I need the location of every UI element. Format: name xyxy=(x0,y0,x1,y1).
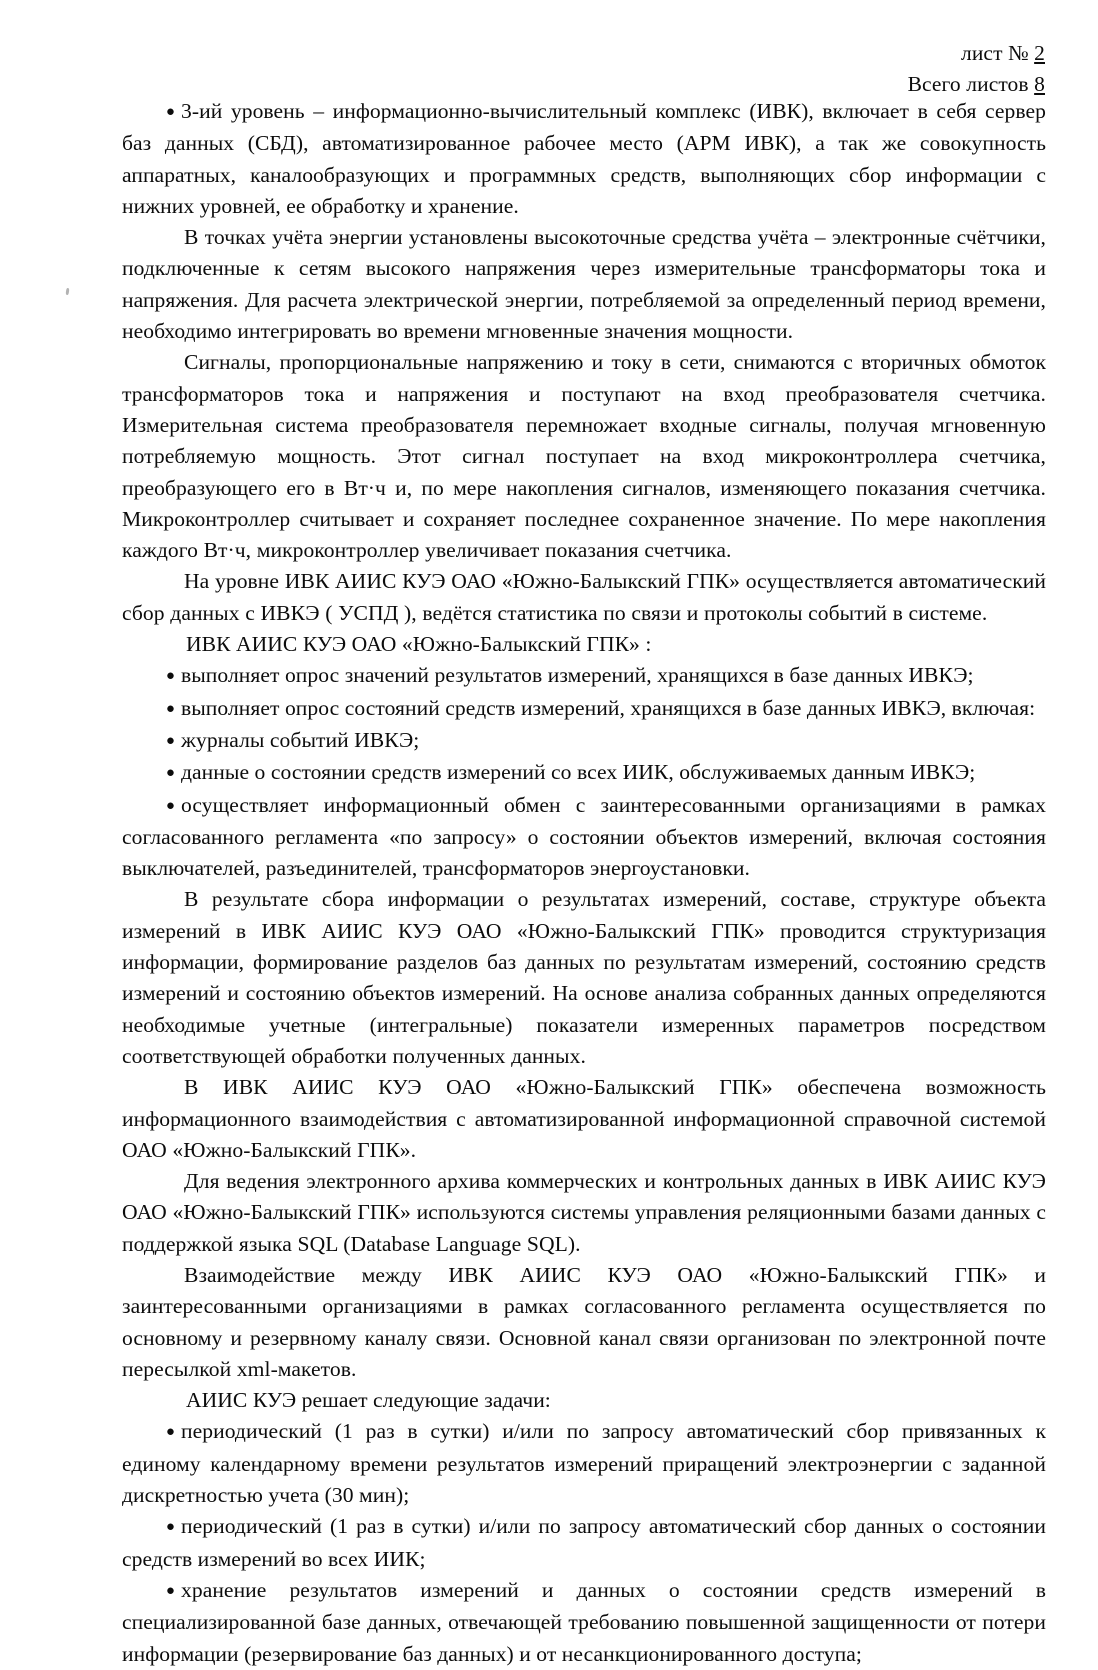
sheet-number-line xyxy=(908,38,1045,69)
total-sheets-label: Всего листов xyxy=(907,72,1035,96)
para-electronic-archive: Для ведения электронного архива коммерческих и контрольных данных в ИВК АИИС КУЭ ОАО «Южно-Балыкский ГПК» используются системы управления реляционными базами данных с поддержкой языка SQL (Database Language SQL). xyxy=(122,1169,1046,1256)
sheet-number: 2 xyxy=(1034,41,1045,65)
bullet-marker xyxy=(122,757,181,789)
scan-artifact-speck xyxy=(66,288,70,295)
bullet-marker xyxy=(122,1511,181,1543)
bullet-text: 3-ий уровень – информационно-вычислительный комплекс (ИВК), включает в себя сервер баз данных (СБД), автоматизированное рабочее место (АРМ ИВК), а так же совокупность аппаратных, каналообразующих и программных средств, выполняющих сбор информации с нижних уровней, ее обработку и хранение. xyxy=(122,99,1046,218)
para-interaction-reference-system: В ИВК АИИС КУЭ ОАО «Южно-Балыкский ГПК» обеспечена возможность информационного взаимодействия с автоматизированной информационной справочной системой ОАО «Южно-Балыкский ГПК». xyxy=(122,1075,1046,1162)
para-tasks-intro: АИИС КУЭ решает следующие задачи: xyxy=(186,1388,551,1413)
bullet-event-logs xyxy=(122,725,1046,757)
bullet-dot-icon: ● xyxy=(165,1582,175,1599)
bullet-text: данные о состоянии средств измерений со всех ИИК, обслуживаемых данным ИВКЭ; xyxy=(181,760,976,785)
bullet-dot-icon: ● xyxy=(165,797,175,814)
bullet-text: выполняет опрос состояний средств измерений, хранящихся в базе данных ИВКЭ, включая: xyxy=(181,695,1036,720)
bullet-poll-states xyxy=(122,693,1046,725)
bullet-periodic-collection xyxy=(122,1416,1046,1511)
bullet-periodic-state-collection xyxy=(122,1511,1046,1575)
bullet-marker xyxy=(122,790,181,822)
bullet-text: осуществляет информационный обмен с заинтересованными организациями в рамках согласованного регламента «по запросу» о состоянии объектов измерений, включая состояния выключателей, разъединителей, трансформаторов энергоустановки. xyxy=(122,792,1046,881)
bullet-poll-values xyxy=(122,660,1046,692)
bullet-marker xyxy=(122,96,181,128)
bullet-info-exchange xyxy=(122,790,1046,885)
page-header xyxy=(908,38,1045,100)
para-signals: Сигналы, пропорциональные напряжению и току в сети, снимаются с вторичных обмоток трансформаторов тока и напряжения и поступают на вход преобразователя счетчика. Измерительная система преобразователя перемножает входные сигналы, получая мгновенную потребляемую мощность. Этот сигнал поступает на вход микроконтроллера счетчика, преобразующего его в Вт·ч и, по мере накопления сигналов, изменяющего показания счетчика. Микроконтроллер считывает и сохраняет последнее сохраненное значение. По мере накопления каждого Вт·ч, микроконтроллер увеличивает показания счетчика. xyxy=(122,350,1046,563)
total-sheets-number: 8 xyxy=(1034,72,1045,96)
bullet-dot-icon: ● xyxy=(165,1424,175,1441)
bullet-dot-icon: ● xyxy=(165,668,175,685)
document-body xyxy=(122,96,1046,1670)
bullet-dot-icon: ● xyxy=(165,1519,175,1536)
para-ivk-level: На уровне ИВК АИИС КУЭ ОАО «Южно-Балыкский ГПК» осуществляется автоматический сбор данных с ИВКЭ ( УСПД ), ведётся статистика по связи и протоколы событий в системе. xyxy=(122,569,1046,625)
bullet-dot-icon: ● xyxy=(165,104,175,120)
bullet-text: журналы событий ИВКЭ; xyxy=(181,727,420,752)
bullet-marker xyxy=(122,1416,181,1448)
bullet-text: периодический (1 раз в сутки) и/или по запросу автоматический сбор привязанных к единому календарному времени результатов измерений приращений электроэнергии с заданной дискретностью учета (30 мин); xyxy=(122,1419,1046,1508)
para-metering-points: В точках учёта энергии установлены высокоточные средства учёта – электронные счётчики, подключенные к сетям высокого напряжения через измерительные трансформаторы тока и напряжения. Для расчета электрической энергии, потребляемой за определенный период времени, необходимо интегрировать во времени мгновенные значения мощности. xyxy=(122,225,1046,344)
bullet-dot-icon: ● xyxy=(165,732,175,749)
bullet-marker xyxy=(122,693,181,725)
bullet-text: выполняет опрос значений результатов измерений, хранящихся в базе данных ИВКЭ; xyxy=(181,663,974,688)
bullet-marker xyxy=(122,725,181,757)
bullet-level-3 xyxy=(122,96,1046,222)
para-structuring: В результате сбора информации о результатах измерений, составе, структуре объекта измерений в ИВК АИИС КУЭ ОАО «Южно-Балыкский ГПК» проводится структуризация информации, формирование разделов баз данных по результатам измерений, состоянию средств измерений и состоянию объектов измерений. На основе анализа собранных данных определяются необходимые учетные (интегральные) показатели измеренных параметров посредством соответствующей обработки полученных данных. xyxy=(122,887,1046,1068)
bullet-dot-icon: ● xyxy=(165,700,175,717)
sheet-label: лист № xyxy=(961,41,1035,65)
bullet-dot-icon: ● xyxy=(165,765,175,782)
bullet-marker xyxy=(122,660,181,692)
para-communication-channels: Взаимодействие между ИВК АИИС КУЭ ОАО «Южно-Балыкский ГПК» и заинтересованными организациями в рамках согласованного регламента осуществляется по основному и резервному каналу связи. Основной канал связи организован по электронной почте пересылкой xml-макетов. xyxy=(122,1262,1046,1381)
para-ivk-intro: ИВК АИИС КУЭ ОАО «Южно-Балыкский ГПК» : xyxy=(186,632,652,657)
bullet-text: периодический (1 раз в сутки) и/или по запросу автоматический сбор данных о состоянии средств измерений во всех ИИК; xyxy=(122,1514,1046,1571)
bullet-state-data xyxy=(122,757,1046,789)
bullet-marker xyxy=(122,1575,181,1607)
bullet-text: хранение результатов измерений и данных о состоянии средств измерений в специализированной базе данных, отвечающей требованию повышенной защищенности от потери информации (резервирование баз данных) и от несанкционированного доступа; xyxy=(122,1577,1046,1666)
bullet-storage xyxy=(122,1575,1046,1670)
